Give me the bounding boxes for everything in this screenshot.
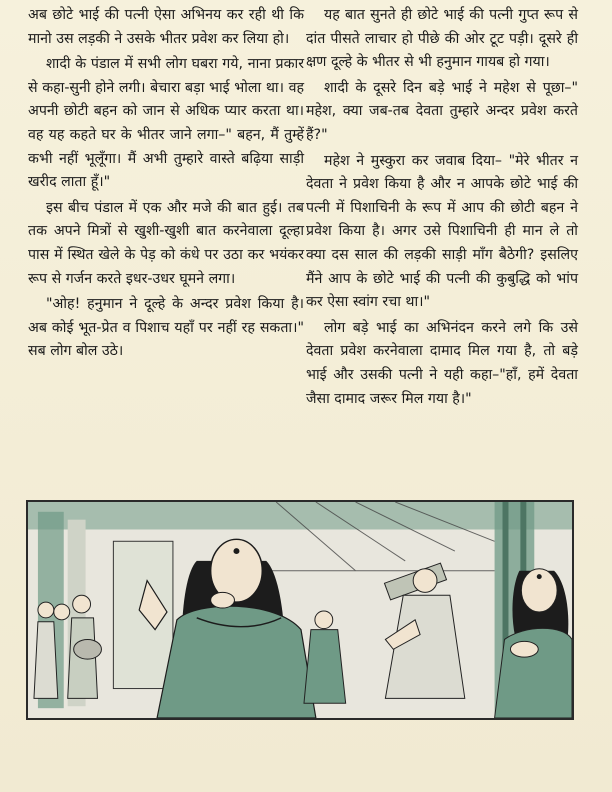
story-paragraph: अब छोटे भाई की पत्नी ऐसा अभिनय कर रही थी कि मानो उस लड़की ने उसके भीतर प्रवेश कर लिया हो। xyxy=(28,7,304,47)
left-text-column xyxy=(28,4,304,364)
illustration-drawing xyxy=(28,502,572,718)
story-paragraph: शादी के पंडाल में सभी लोग घबरा गये, नाना प्रकार से कहा-सुनी होने लगी। बेचारा बड़ा भाई भोला था। वह अपनी छोटी बहन को जान से अधिक प्यार करता था। वह यह कहते घर के भीतर जाने लगा–" बहन, मैं तुम्हें कभी नहीं भूलूँगा। मैं अभी तुम्हारे वास्ते बढ़िया साड़ी खरीद लाता हूँ।" xyxy=(28,56,304,191)
story-paragraph: यह बात सुनते ही छोटे भाई की पत्नी गुप्त रूप से दांत पीसते लाचार हो पीछे की ओर टूट पड़ी। दूसरे ही क्षण दूल्हे के भीतर से भी हनुमान गायब हो गया। xyxy=(306,7,578,71)
right-text-column xyxy=(306,4,578,411)
story-paragraph: "ओह! हनुमान ने दूल्हे के अन्दर प्रवेश किया है। अब कोई भूत-प्रेत व पिशाच यहाँ पर नहीं रह सकता।" सब लोग बोल उठे। xyxy=(28,296,304,360)
story-paragraph: महेश ने मुस्कुरा कर जवाब दिया– "मेरे भीतर न देवता ने प्रवेश किया है और न आपके छोटे भाई की पत्नी में पिशाचिनी के रूप में आप की छोटी बहन ने प्रवेश किया है। अगर उसे पिशाचिनी ही मान ले तो क्या दस साल की लड़की साड़ी माँग बैठेगी? इसलिए मैंने आप के छोटे भाई की पत्नी की कुबुद्धि को भांप कर ऐसा स्वांग रचा था।" xyxy=(306,152,578,311)
story-paragraph: इस बीच पंडाल में एक और मजे की बात हुई। तब तक अपने मित्रों से खुशी-खुशी बात करनेवाला दूल्हा पास में स्थित खेले के पेड़ को कंधे पर उठा कर भयंकर रूप से गर्जन करते इधर-उधर घूमने लगा। xyxy=(28,199,304,287)
story-illustration xyxy=(26,500,574,720)
story-paragraph: शादी के दूसरे दिन बड़े भाई ने महेश से पूछा–" महेश, क्या जब-तब देवता तुम्हारे अन्दर प्रवेश करते हैं?" xyxy=(306,79,578,143)
story-paragraph: लोग बड़े भाई का अभिनंदन करने लगे कि उसे देवता प्रवेश करनेवाला दामाद मिल गया है, तो बड़े भाई और उसकी पत्नी ने यही कहा–"हाँ, हमें देवता जैसा दामाद जरूर मिल गया है।" xyxy=(306,319,578,407)
